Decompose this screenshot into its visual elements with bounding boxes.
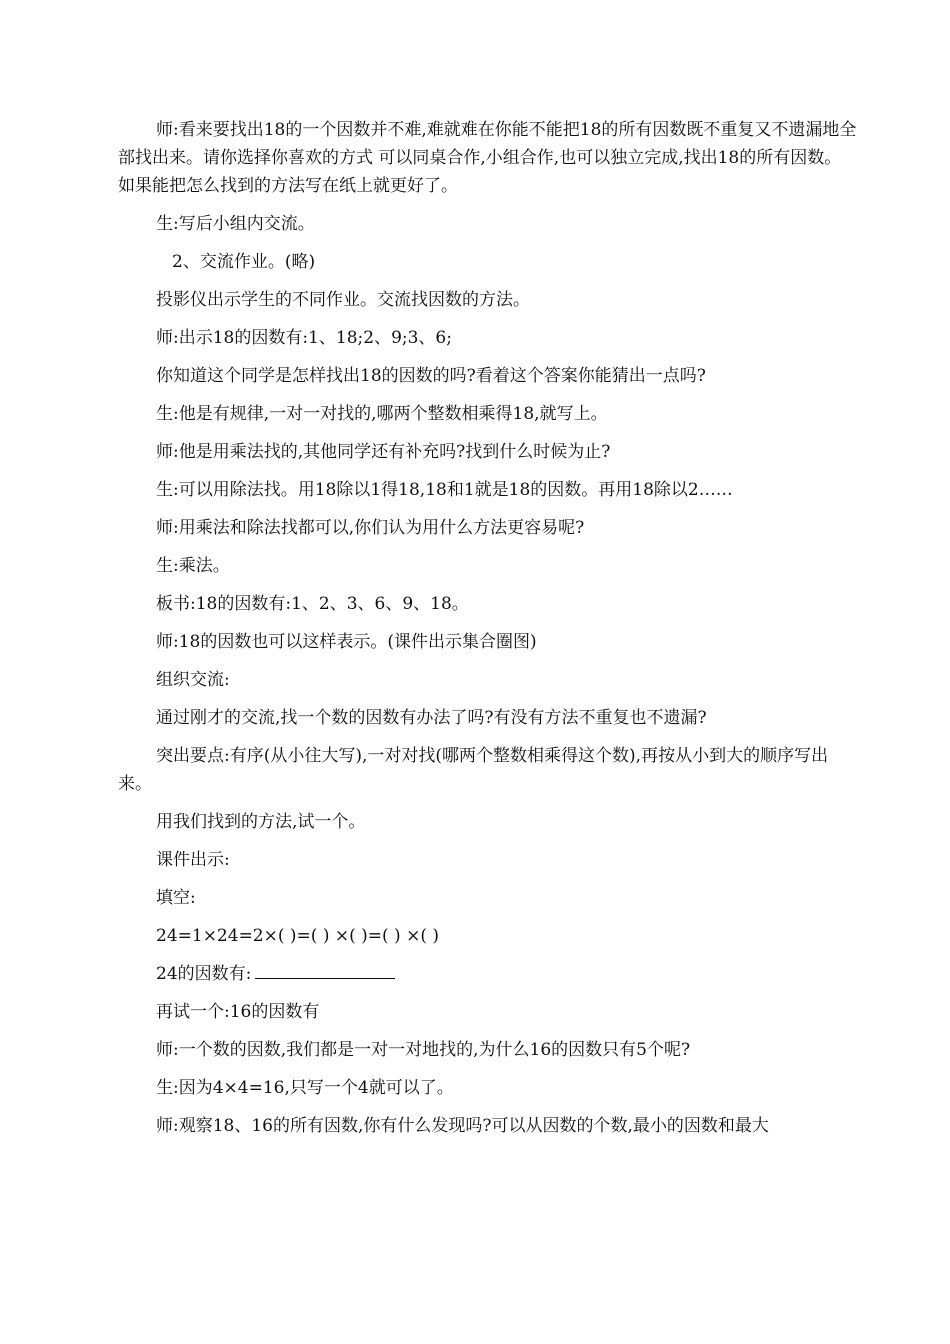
paragraph-15: 通过刚才的交流,找一个数的因数有办法了吗?有没有方法不重复也不遗漏? — [156, 708, 707, 728]
paragraph-16: 突出要点:有序(从小往大写),一对对找(哪两个整数相乘得这个数),再按从小到大的顺序写出来。 — [118, 746, 829, 794]
paragraph-10: 师:用乘法和除法找都可以,你们认为用什么方法更容易呢? — [156, 518, 585, 538]
paragraph-22: 再试一个:16的因数有 — [156, 1002, 320, 1022]
paragraph-12: 板书:18的因数有:1、2、3、6、9、18。 — [156, 594, 469, 614]
paragraph-18: 课件出示: — [156, 850, 230, 870]
document-page — [118, 116, 858, 1150]
paragraph-20: 24=1×24=2×( )=( ) ×( )=( ) ×( ) — [156, 926, 439, 946]
paragraph-23: 师:一个数的因数,我们都是一对一对地找的,为什么16的因数只有5个呢? — [156, 1040, 691, 1060]
paragraph-1: 师:看来要找出18的一个因数并不难,难就难在你能不能把18的所有因数既不重复又不遗漏地全部找出来。请你选择你喜欢的方式 可以同桌合作,小组合作,也可以独立完成,找出18的所有因数。如果能把怎么找到的方法写在纸上就更好了。 — [118, 120, 857, 196]
paragraph-2: 生:写后小组内交流。 — [156, 214, 315, 234]
paragraph-9: 生:可以用除法找。用18除以1得18,18和1就是18的因数。再用18除以2…… — [156, 480, 733, 500]
paragraph-13: 师:18的因数也可以这样表示。(课件出示集合圈图) — [156, 632, 537, 652]
paragraph-3: 2、交流作业。(略) — [172, 252, 316, 272]
paragraph-21 — [118, 960, 858, 988]
paragraph-25: 师:观察18、16的所有因数,你有什么发现吗?可以从因数的个数,最小的因数和最大 — [156, 1116, 769, 1136]
paragraph-17: 用我们找到的方法,试一个。 — [156, 812, 366, 832]
paragraph-7: 生:他是有规律,一对一对找的,哪两个整数相乘得18,就写上。 — [156, 404, 608, 424]
paragraph-11: 生:乘法。 — [156, 556, 230, 576]
paragraph-4: 投影仪出示学生的不同作业。交流找因数的方法。 — [156, 290, 530, 310]
paragraph-24: 生:因为4×4=16,只写一个4就可以了。 — [156, 1078, 454, 1098]
paragraph-6: 你知道这个同学是怎样找出18的因数的吗?看着这个答案你能猜出一点吗? — [156, 366, 706, 386]
factor-24-label: 24的因数有: — [156, 964, 252, 984]
paragraph-14: 组织交流: — [156, 670, 230, 690]
paragraph-8: 师:他是用乘法找的,其他同学还有补充吗?找到什么时候为止? — [156, 442, 611, 462]
answer-blank — [255, 960, 395, 979]
paragraph-19: 填空: — [156, 888, 196, 908]
paragraph-5: 师:出示18的因数有:1、18;2、9;3、6; — [156, 328, 452, 348]
